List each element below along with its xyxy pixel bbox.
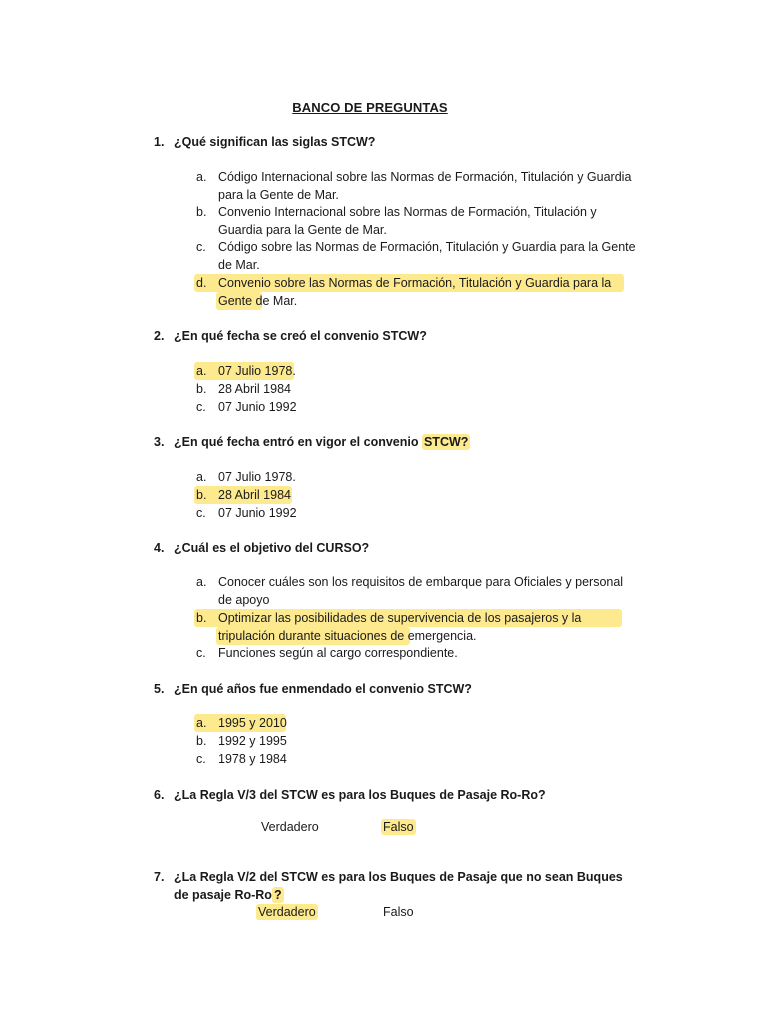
option-text: 07 Julio 1978. xyxy=(218,364,296,378)
option-letter: c. xyxy=(196,240,206,254)
option-2a xyxy=(196,363,636,381)
option-3a xyxy=(196,469,636,487)
question-1 xyxy=(154,133,375,151)
option-5c xyxy=(196,751,636,769)
question-text: ¿La Regla V/2 del STCW es para los Buques de Pasaje que no sean Buques de pasaje Ro-Ro xyxy=(174,870,623,902)
question-text: ¿La Regla V/3 del STCW es para los Buques de Pasaje Ro-Ro? xyxy=(174,788,546,802)
false-option-7: Falso xyxy=(383,905,414,919)
option-3b xyxy=(196,487,636,505)
question-number: 2. xyxy=(154,329,165,343)
option-letter: a. xyxy=(196,170,207,184)
question-3 xyxy=(154,433,470,451)
option-text: Código sobre las Normas de Formación, Titulación y Guardia para la Gente de Mar. xyxy=(218,240,636,272)
question-number: 3. xyxy=(154,435,165,449)
option-text: Código Internacional sobre las Normas de Formación, Titulación y Guardia para la Gente de Mar. xyxy=(218,170,632,202)
question-text-highlight: STCW? xyxy=(423,435,469,449)
option-3c xyxy=(196,505,636,523)
question-text: ¿Cuál es el objetivo del CURSO? xyxy=(174,541,370,555)
option-text: Conocer cuáles son los requisitos de embarque para Oficiales y personal de apoyo xyxy=(218,575,624,607)
option-text: Optimizar las posibilidades de supervivencia de los pasajeros y la tripulación durante situaciones de emergencia. xyxy=(218,611,582,643)
option-text: 1995 y 2010 xyxy=(218,716,287,730)
question-text: ¿Qué significan las siglas STCW? xyxy=(174,135,376,149)
question-number: 7. xyxy=(154,870,165,884)
option-letter: c. xyxy=(196,400,206,414)
option-4c xyxy=(196,645,636,663)
option-text: Convenio Internacional sobre las Normas de Formación, Titulación y Guardia para la Gente de Mar. xyxy=(218,205,597,237)
question-text-highlight: ? xyxy=(273,888,282,902)
option-letter: b. xyxy=(196,734,207,748)
option-letter: b. xyxy=(196,611,207,625)
question-number: 1. xyxy=(154,135,165,149)
option-text: 07 Junio 1992 xyxy=(218,506,297,520)
option-text: 1978 y 1984 xyxy=(218,752,287,766)
option-letter: b. xyxy=(196,205,207,219)
question-7 xyxy=(154,868,634,904)
option-4b xyxy=(196,610,636,645)
option-5b xyxy=(196,733,636,751)
question-text: ¿En qué años fue enmendado el convenio STCW? xyxy=(174,682,472,696)
false-option-6 xyxy=(381,818,416,836)
option-text: 28 Abril 1984 xyxy=(218,382,291,396)
question-5 xyxy=(154,680,472,698)
option-letter: c. xyxy=(196,752,206,766)
option-text: 07 Junio 1992 xyxy=(218,400,297,414)
option-text: Funciones según al cargo correspondiente. xyxy=(218,646,458,660)
option-letter: a. xyxy=(196,716,207,730)
false-option-6-answer: Falso xyxy=(383,820,414,834)
option-2c xyxy=(196,399,636,417)
option-letter: d. xyxy=(196,276,207,290)
question-text: ¿En qué fecha entró en vigor el convenio xyxy=(174,435,422,449)
option-letter: b. xyxy=(196,488,207,502)
question-number: 4. xyxy=(154,541,165,555)
option-1c xyxy=(196,239,636,274)
option-letter: a. xyxy=(196,470,207,484)
option-1b xyxy=(196,204,636,239)
option-letter: c. xyxy=(196,506,206,520)
question-6 xyxy=(154,786,546,804)
option-text: 1992 y 1995 xyxy=(218,734,287,748)
question-number: 5. xyxy=(154,682,165,696)
option-4a xyxy=(196,574,636,609)
true-option-7 xyxy=(256,903,318,921)
option-text: Convenio sobre las Normas de Formación, Titulación y Guardia para la Gente de Mar. xyxy=(218,276,612,308)
option-2b xyxy=(196,381,636,399)
option-1a xyxy=(196,169,636,204)
question-number: 6. xyxy=(154,788,165,802)
option-letter: a. xyxy=(196,575,207,589)
option-letter: b. xyxy=(196,382,207,396)
option-letter: c. xyxy=(196,646,206,660)
document-title: BANCO DE PREGUNTAS xyxy=(292,100,448,115)
question-4 xyxy=(154,539,369,557)
true-option-7-answer: Verdadero xyxy=(258,905,316,919)
option-1d xyxy=(196,275,636,310)
option-letter: a. xyxy=(196,364,207,378)
option-text: 07 Julio 1978. xyxy=(218,470,296,484)
option-5a xyxy=(196,715,636,733)
option-text: 28 Abril 1984 xyxy=(218,488,291,502)
question-text: ¿En qué fecha se creó el convenio STCW? xyxy=(174,329,427,343)
true-option-6: Verdadero xyxy=(261,820,319,834)
question-2 xyxy=(154,327,427,345)
